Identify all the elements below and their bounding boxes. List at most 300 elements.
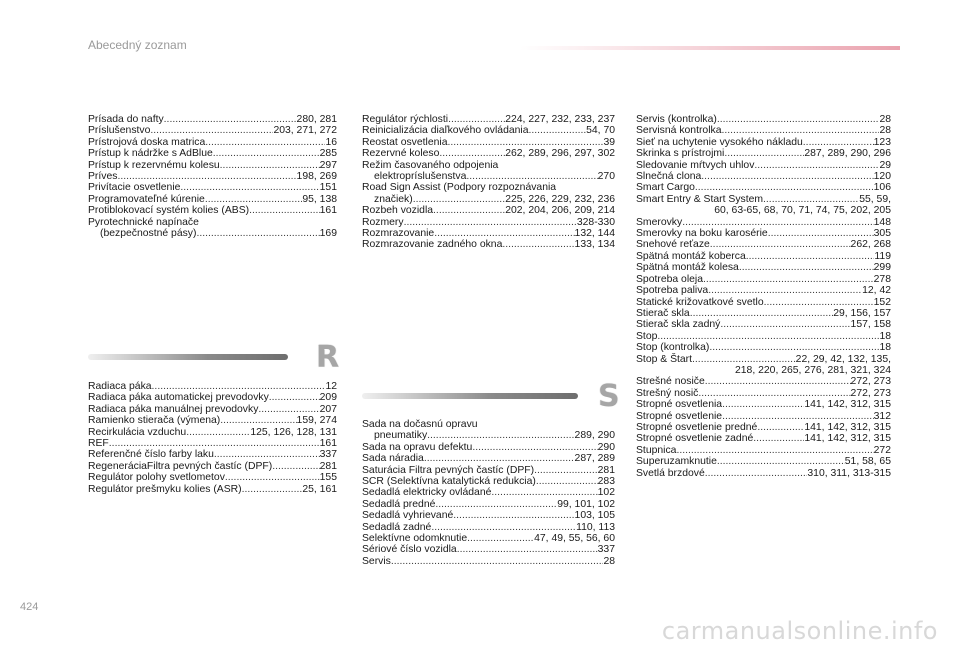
- entry-leader-dots: [424, 453, 575, 464]
- entry-term: elektropríslušenstva: [374, 171, 467, 183]
- entry-pages: 328-330: [576, 216, 615, 228]
- entry-pages: 29, 156, 157: [833, 307, 891, 319]
- entry-pages: 272: [873, 444, 891, 456]
- entry-leader-dots: [703, 274, 874, 285]
- entry-leader-dots: [534, 465, 598, 476]
- index-entry: [636, 262, 891, 273]
- entry-leader-dots: [491, 487, 597, 498]
- entry-term: REF: [88, 438, 109, 450]
- entry-term: Radiaca páka manuálnej prevodovky: [88, 403, 259, 415]
- index-entry: [362, 556, 615, 567]
- entry-term: Stop & Štart: [636, 353, 693, 365]
- entry-term: Regulátor rýchlosti: [362, 114, 449, 125]
- entry-leader-dots: [502, 239, 574, 250]
- entry-leader-dots: [657, 331, 879, 342]
- entry-leader-dots: [448, 114, 505, 125]
- entry-term: Road Sign Assist (Podpory rozpoznávania: [362, 182, 557, 194]
- entry-term: Sedadlá vyhrievané: [362, 510, 454, 522]
- entry-pages: 133, 134: [574, 239, 615, 251]
- entry-pages: 287, 289, 290, 296: [804, 148, 891, 160]
- entry-leader-dots: [225, 472, 320, 483]
- entry-term: Režim časovaného odpojenia: [362, 159, 499, 171]
- entry-pages: 161: [319, 438, 337, 450]
- entry-pages: 169: [319, 228, 337, 240]
- entry-term: Stropné osvetlenie predné: [636, 421, 758, 433]
- index-entry: [362, 544, 615, 555]
- entry-leader-dots: [117, 171, 296, 182]
- entry-pages: 55, 59,: [859, 193, 891, 205]
- entry-term: Sériové číslo vozidla: [362, 544, 457, 556]
- entry-pages: 299: [873, 262, 891, 274]
- entry-term: Sedadlá zadné: [362, 521, 432, 533]
- entry-term: Stierač skla zadný: [636, 319, 721, 331]
- entry-leader-dots: [698, 388, 850, 399]
- entry-pages: 12, 42: [862, 285, 891, 297]
- index-entry: [636, 274, 891, 285]
- entry-pages: 106: [873, 182, 891, 194]
- index-entry: [636, 239, 891, 250]
- entry-pages: 289, 290: [574, 430, 615, 442]
- entry-term: Rozmery: [362, 216, 404, 228]
- entry-leader-dots: [205, 137, 325, 148]
- entry-leader-dots: [109, 438, 320, 449]
- entry-pages: 290: [597, 441, 615, 453]
- entry-pages: 28: [879, 114, 891, 125]
- entry-leader-dots: [709, 342, 879, 353]
- entry-term: Rezervné koleso: [362, 148, 440, 160]
- entry-term: Stropné osvetlenie: [636, 410, 723, 422]
- entry-leader-dots: [272, 461, 319, 472]
- index-entry: [88, 194, 337, 205]
- index-entry: [88, 404, 337, 415]
- index-entry: [88, 449, 337, 460]
- index-entry: [636, 194, 891, 205]
- entry-term: Sada na dočasnú opravu: [362, 419, 478, 430]
- entry-term: Prístup k nádržke s AdBlue: [88, 148, 213, 160]
- entry-leader-dots: [803, 137, 874, 148]
- index-entry: [362, 205, 615, 216]
- entry-leader-dots: [431, 522, 576, 533]
- entry-pages: 281: [597, 464, 615, 476]
- entry-term: Stop (kontrolka): [636, 342, 710, 354]
- entry-term: Servisná kontrolka: [636, 125, 722, 137]
- entry-pages: 148: [873, 216, 891, 228]
- entry-leader-dots: [705, 468, 808, 479]
- index-entry: [88, 392, 337, 403]
- entry-pages: 60, 63-65, 68, 70, 71, 74, 75, 202, 205: [714, 205, 891, 217]
- index-entry: [362, 499, 615, 510]
- entry-leader-dots: [695, 182, 874, 193]
- entry-term: Servis (kontrolka): [636, 114, 717, 125]
- entry-term: Spätná montáž koberca: [636, 250, 746, 262]
- index-entry: [636, 388, 891, 399]
- index-entry: [88, 438, 337, 449]
- entry-leader-dots: [453, 510, 574, 521]
- entry-leader-dots: [717, 114, 880, 125]
- entry-pages: 283: [597, 476, 615, 488]
- index-column-2-r: [362, 114, 615, 251]
- entry-term: Strešné nosiče: [636, 376, 705, 388]
- entry-leader-dots: [724, 148, 804, 159]
- entry-pages: 155: [319, 472, 337, 484]
- entry-pages: 18: [879, 330, 891, 342]
- entry-leader-dots: [152, 381, 326, 392]
- index-entry: [362, 453, 615, 464]
- entry-term: Spotreba paliva: [636, 285, 709, 297]
- entry-term: Snehové reťaze: [636, 239, 710, 251]
- entry-leader-dots: [447, 137, 603, 148]
- index-entry: [362, 239, 615, 250]
- entry-leader-dots: [457, 544, 598, 555]
- index-entry: [636, 160, 891, 171]
- entry-term: Stop: [636, 330, 658, 342]
- entry-term: pneumatiky: [374, 430, 428, 442]
- entry-pages: 102: [597, 487, 615, 499]
- entry-leader-dots: [467, 533, 534, 544]
- letter-divider-r: [88, 340, 340, 375]
- entry-leader-dots: [692, 354, 796, 365]
- index-entry: [88, 182, 337, 193]
- entry-term: RegeneráciaFiltra pevných častíc (DPF): [88, 460, 273, 472]
- entry-leader-dots: [746, 251, 875, 262]
- index-entry: [88, 171, 337, 182]
- entry-term: Regulátor prešmyku kolies (ASR): [88, 483, 242, 495]
- index-column-1-r: [88, 381, 337, 495]
- entry-leader-dots: [205, 194, 303, 205]
- entry-term: SCR (Selektívna katalytická redukcia): [362, 476, 536, 488]
- entry-pages: 312: [873, 410, 891, 422]
- entry-leader-dots: [720, 319, 850, 330]
- index-entry: [636, 399, 891, 410]
- entry-term: Regulátor polohy svetlometov: [88, 472, 225, 484]
- entry-pages: 22, 29, 42, 132, 135,: [795, 353, 891, 365]
- index-entry: [88, 137, 337, 148]
- index-column-3-s: [636, 114, 891, 479]
- entry-pages: 285: [319, 148, 337, 160]
- entry-pages: 25, 161: [302, 483, 337, 495]
- index-entry: [362, 171, 615, 182]
- entry-leader-dots: [472, 442, 597, 453]
- entry-leader-dots: [676, 445, 873, 456]
- index-entry: [636, 285, 891, 296]
- entry-leader-dots: [214, 449, 320, 460]
- index-entry: [362, 137, 615, 148]
- entry-pages: 39: [603, 136, 615, 148]
- entry-pages: 202, 204, 206, 209, 214: [505, 205, 615, 217]
- entry-pages: 161: [319, 205, 337, 217]
- entry-term: Spotreba oleja: [636, 273, 704, 285]
- entry-term: Prístup k rezervnému kolesu: [88, 159, 220, 171]
- index-entry: [362, 487, 615, 498]
- entry-pages: 262, 268: [850, 239, 891, 251]
- entry-pages: 95, 138: [302, 193, 337, 205]
- index-entry: [636, 365, 891, 376]
- index-entry: [636, 148, 891, 159]
- entry-leader-dots: [404, 217, 577, 228]
- entry-term: Radiaca páka: [88, 381, 152, 392]
- index-entry: [88, 415, 337, 426]
- entry-leader-dots: [186, 427, 250, 438]
- entry-pages: 119: [874, 250, 891, 262]
- entry-pages: 152: [873, 296, 891, 308]
- entry-pages: 281: [319, 460, 337, 472]
- index-entry: [88, 217, 337, 228]
- index-entry: [362, 430, 615, 441]
- entry-leader-dots: [753, 433, 804, 444]
- entry-pages: 337: [319, 449, 337, 461]
- index-entry: [636, 308, 891, 319]
- entry-term: Svetlá brzdové: [636, 467, 705, 479]
- entry-leader-dots: [701, 171, 873, 182]
- entry-term: Statické križovatkové svetlo: [636, 296, 764, 308]
- entry-pages: 29: [879, 159, 891, 171]
- index-entry: [636, 217, 891, 228]
- entry-leader-dots: [768, 228, 874, 239]
- index-entry: [362, 217, 615, 228]
- entry-leader-dots: [710, 239, 851, 250]
- watermark: carmanualsonline.info: [661, 617, 938, 645]
- entry-term: Ramienko stierača (výmena): [88, 415, 221, 427]
- entry-leader-dots: [754, 160, 879, 171]
- entry-pages: 141, 142, 312, 315: [804, 421, 891, 433]
- entry-term: Stupnica: [636, 444, 677, 456]
- entry-pages: 262, 289, 296, 297, 302: [505, 148, 615, 160]
- index-entry: [88, 114, 337, 125]
- entry-term: Stropné osvetlenia: [636, 399, 723, 411]
- entry-leader-dots: [757, 422, 804, 433]
- index-entry: [362, 125, 615, 136]
- entry-pages: 123: [873, 136, 891, 148]
- index-entry: [636, 228, 891, 239]
- index-entry: [88, 427, 337, 438]
- index-entry: [362, 465, 615, 476]
- entry-term: Reostat osvetlenia: [362, 136, 448, 148]
- index-entry: [636, 342, 891, 353]
- entry-leader-dots: [536, 476, 598, 487]
- entry-term: Smart Cargo: [636, 182, 695, 194]
- index-entry: [636, 331, 891, 342]
- entry-pages: 110, 113: [576, 521, 615, 533]
- entry-leader-dots: [391, 556, 604, 567]
- entry-pages: 297: [319, 159, 337, 171]
- entry-term: Sada náradia: [362, 453, 424, 465]
- section-title: Abecedný zoznam: [88, 38, 187, 52]
- entry-pages: 141, 142, 312, 315: [804, 399, 891, 411]
- section-letter-r: R: [316, 340, 340, 375]
- entry-term: Prístrojová doska matrica: [88, 136, 206, 148]
- entry-term: Sedadlá elektricky ovládané: [362, 487, 492, 499]
- entry-leader-dots: [722, 399, 804, 410]
- entry-term: Stropné osvetlenie zadné: [636, 433, 754, 445]
- index-entry: [362, 114, 615, 125]
- entry-leader-dots: [529, 125, 587, 136]
- entry-term: Sieť na uchytenie vysokého nákladu: [636, 136, 803, 148]
- entry-pages: 125, 126, 128, 131: [250, 426, 337, 438]
- divider-bar: [88, 354, 288, 360]
- entry-term: Protiblokovací systém kolies (ABS): [88, 205, 250, 217]
- entry-term: Rozmrazovanie: [362, 228, 435, 240]
- entry-term: Príves: [88, 171, 118, 183]
- index-entry: [636, 171, 891, 182]
- entry-term: Rozbeh vozidla: [362, 205, 434, 217]
- entry-leader-dots: [763, 194, 859, 205]
- index-entry: [362, 160, 615, 171]
- entry-leader-dots: [196, 228, 319, 239]
- entry-term: Smart Entry & Start System: [636, 193, 764, 205]
- entry-term: Skrinka s prístrojmi: [636, 148, 725, 160]
- entry-term: Sada na opravu defektu: [362, 441, 473, 453]
- index-entry: [636, 445, 891, 456]
- index-entry: [362, 148, 615, 159]
- index-entry: [88, 472, 337, 483]
- entry-pages: 337: [597, 544, 615, 556]
- entry-pages: 203, 271, 272: [273, 125, 337, 137]
- index-entry: [88, 484, 337, 495]
- entry-leader-dots: [434, 228, 574, 239]
- entry-leader-dots: [413, 194, 506, 205]
- entry-leader-dots: [690, 308, 834, 319]
- index-entry: [636, 411, 891, 422]
- entry-term: Smerovky: [636, 216, 683, 228]
- index-entry: [636, 182, 891, 193]
- entry-pages: 218, 220, 265, 276, 281, 321, 324: [735, 364, 891, 376]
- entry-pages: 159, 274: [296, 415, 337, 427]
- index-entry: [636, 376, 891, 387]
- entry-term: Prísada do nafty: [88, 114, 164, 125]
- entry-term: Stierač skla: [636, 307, 690, 319]
- index-entry: [362, 419, 615, 430]
- entry-pages: 18: [879, 342, 891, 354]
- entry-leader-dots: [433, 205, 505, 216]
- entry-pages: 207: [319, 403, 337, 415]
- entry-pages: 225, 226, 229, 232, 236: [505, 193, 615, 205]
- index-entry: [88, 205, 337, 216]
- entry-pages: 157, 158: [850, 319, 891, 331]
- entry-leader-dots: [466, 171, 597, 182]
- entry-pages: 272, 273: [850, 376, 891, 388]
- entry-leader-dots: [164, 114, 297, 125]
- entry-pages: 12: [325, 381, 337, 392]
- entry-pages: 287, 289: [574, 453, 615, 465]
- entry-pages: 310, 311, 313-315: [807, 467, 891, 479]
- entry-term: Radiaca páka automatickej prevodovky: [88, 392, 269, 404]
- index-entry: [88, 381, 337, 392]
- page-number: 424: [20, 601, 39, 613]
- entry-pages: 28: [879, 125, 891, 137]
- entry-leader-dots: [708, 285, 862, 296]
- entry-term: Spätná montáž kolesa: [636, 262, 739, 274]
- index-entry: [636, 114, 891, 125]
- entry-leader-dots: [717, 456, 845, 467]
- entry-term: Recirkulácia vzduchu: [88, 426, 187, 438]
- entry-pages: 51, 58, 65: [844, 456, 891, 468]
- entry-leader-dots: [258, 404, 319, 415]
- index-column-1-p: [88, 114, 337, 239]
- index-entry: [636, 251, 891, 262]
- entry-term: Saturácia Filtra pevných častíc (DPF): [362, 464, 535, 476]
- entry-leader-dots: [213, 148, 320, 159]
- entry-pages: 198, 269: [296, 171, 337, 183]
- entry-pages: 16: [325, 136, 337, 148]
- index-entry: [88, 228, 337, 239]
- entry-term: Reinicializácia diaľkového ovládania: [362, 125, 529, 137]
- entry-pages: 99, 101, 102: [557, 498, 615, 510]
- entry-leader-dots: [150, 125, 273, 136]
- entry-leader-dots: [722, 411, 874, 422]
- index-entry: [636, 422, 891, 433]
- entry-pages: 209: [319, 392, 337, 404]
- entry-term: Príslušenstvo: [88, 125, 151, 137]
- entry-pages: 54, 70: [586, 125, 615, 137]
- entry-leader-dots: [435, 499, 557, 510]
- entry-leader-dots: [705, 376, 851, 387]
- entry-term: Smerovky na boku karosérie: [636, 228, 768, 240]
- entry-pages: 224, 227, 232, 233, 237: [505, 114, 615, 125]
- index-entry: [362, 510, 615, 521]
- index-entry: [636, 297, 891, 308]
- entry-pages: 141, 142, 312, 315: [804, 433, 891, 445]
- entry-pages: 132, 144: [574, 228, 615, 240]
- entry-leader-dots: [721, 125, 879, 136]
- entry-pages: 270: [597, 171, 615, 183]
- entry-term: Superuzamknutie: [636, 456, 717, 468]
- index-entry: [362, 228, 615, 239]
- entry-pages: 278: [873, 273, 891, 285]
- entry-leader-dots: [269, 392, 320, 403]
- index-entry: [636, 468, 891, 479]
- index-entry: [362, 182, 615, 193]
- entry-leader-dots: [682, 217, 873, 228]
- index-entry: [88, 125, 337, 136]
- entry-term: (bezpečnostné pásy): [100, 228, 197, 240]
- entry-term: Programovateľné kúrenie: [88, 193, 205, 205]
- section-letter-s: S: [598, 379, 620, 414]
- index-entry: [636, 354, 891, 365]
- entry-pages: 305: [873, 228, 891, 240]
- entry-pages: 272, 273: [850, 387, 891, 399]
- entry-leader-dots: [180, 182, 319, 193]
- entry-pages: 47, 49, 55, 56, 60: [534, 533, 615, 545]
- entry-pages: 103, 105: [574, 510, 615, 522]
- entry-term: Strešný nosič: [636, 387, 699, 399]
- index-entry: [362, 533, 615, 544]
- index-entry: [636, 456, 891, 467]
- index-entry: [636, 125, 891, 136]
- entry-leader-dots: [220, 160, 320, 171]
- entry-term: Rozmrazovanie zadného okna: [362, 239, 503, 251]
- index-entry: [362, 194, 615, 205]
- entry-term: Sledovanie mŕtvych uhlov: [636, 159, 755, 171]
- letter-divider-s: [362, 379, 620, 414]
- entry-leader-dots: [242, 484, 303, 495]
- entry-term: Pyrotechnické napínače: [88, 216, 199, 228]
- divider-bar: [362, 393, 578, 399]
- entry-term: Slnečná clona: [636, 171, 702, 183]
- index-entry: [636, 319, 891, 330]
- entry-leader-dots: [220, 415, 296, 426]
- entry-leader-dots: [427, 430, 574, 441]
- entry-leader-dots: [249, 205, 320, 216]
- entry-pages: 280, 281: [296, 114, 337, 125]
- entry-leader-dots: [739, 262, 874, 273]
- entry-leader-dots: [764, 297, 874, 308]
- entry-leader-dots: [439, 148, 505, 159]
- entry-term: Sedadlá predné: [362, 498, 436, 510]
- index-entry: [636, 205, 891, 216]
- index-entry: [362, 522, 615, 533]
- entry-term: značiek): [374, 193, 413, 205]
- entry-term: Privítacie osvetlenie: [88, 182, 181, 194]
